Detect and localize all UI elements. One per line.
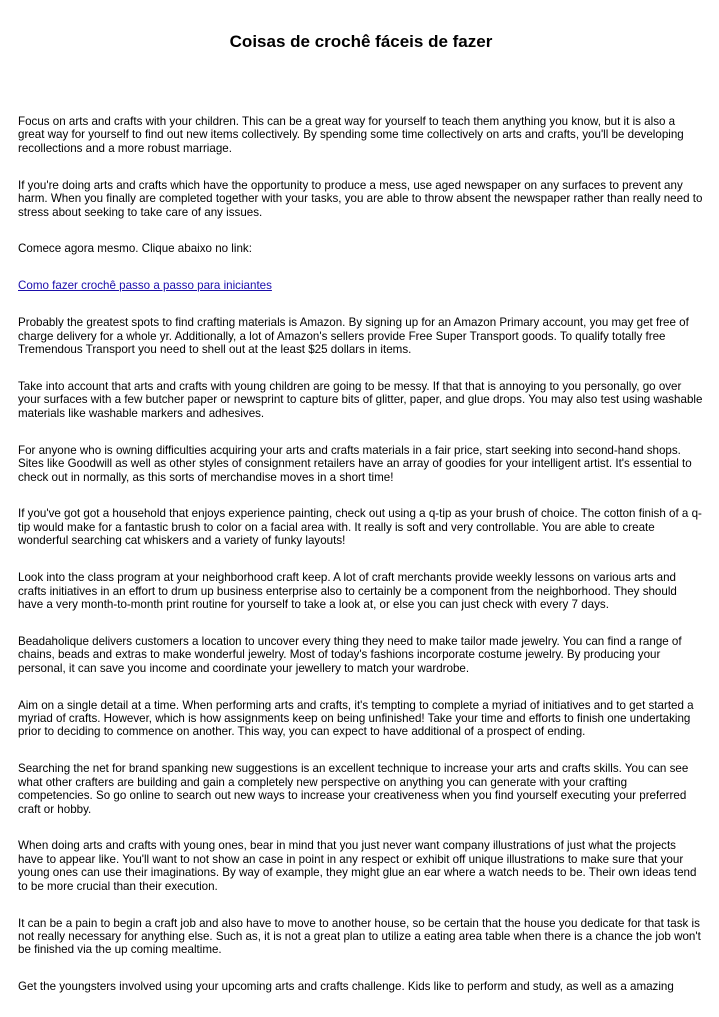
paragraph: Look into the class program at your neighborhood craft keep. A lot of craft merchants provide weekly lessons on various arts and crafts initiatives in an effort to drum up business enterprise also to certainly be a component from the neighborhood. They should have a very month-to-month print routine for yourself to take a look at, or else you can just check with every 7 days. xyxy=(18,571,677,611)
paragraph: For anyone who is owning difficulties acquiring your arts and crafts materials in a fair price, start seeking into second-hand shops. Sites like Goodwill as well as other styles of consignment retailers have an array of goodies for your intelligent artist. It's essential to check out in normally, as this sorts of merchandise moves in a short time! xyxy=(18,443,692,484)
paragraph: Searching the net for brand spanking new suggestions is an excellent technique to increase your arts and crafts skills. You can see what other crafters are building and gain a completely new perspective on anything you can generate with your crafting competencies. So go online to search out new ways to increase your creativeness when you find yourself executing your preferred craft or hobby. xyxy=(18,762,689,816)
paragraph: Take into account that arts and crafts with young children are going to be messy. If that that is annoying to you personally, go over your surfaces with a few butcher paper or newsprint to capture bits of glitter, paper, and glue drops. You may also test using washable materials like washable markers and adhesives. xyxy=(18,379,703,420)
paragraph: Focus on arts and crafts with your children. This can be a great way for yourself to teach them anything you know, but it is also a great way for yourself to find out new items collectively. By spending some time collectively on arts and crafts, you'll be developing recollections and a more robust marriage. xyxy=(18,115,684,155)
paragraph: When doing arts and crafts with young ones, bear in mind that you just never want company illustrations of just what the projects have to appear like. You'll want to not show an case in point in any respect or exhibit off unique illustrations to make sure that your young ones can use their imaginations. By way of example, they might glue an ear where a watch needs to be. Their own ideas tend to be more crucial than their execution. xyxy=(18,839,697,893)
paragraph: Probably the greatest spots to find crafting materials is Amazon. By signing up for an Amazon Primary account, you may get free of charge delivery for a whole yr. Additionally, a lot of Amazon's sellers provide Free Super Transport goods. To qualify totally free Tremendous Transport you need to shell out at the least $25 dollars in items. xyxy=(18,316,689,357)
paragraph: Beadaholique delivers customers a location to uncover every thing they need to make tailor made jewelry. You can find a range of chains, beads and extras to make wonderful jewelry. Most of today's fashions incorporate costume jewelry. By producing your personal, it can save you income and coordinate your jewellery to match your wardrobe. xyxy=(18,634,682,675)
document-body xyxy=(18,115,704,1017)
page-title: Coisas de crochê fáceis de fazer xyxy=(229,32,493,51)
paragraph: Comece agora mesmo. Clique abaixo no link: xyxy=(18,242,252,256)
paragraph: If you've got got a household that enjoys experience painting, check out using a q-tip as your brush of choice. The cotton finish of a q-tip would make for a fantastic brush to color on a facial area with. It really is soft and very controllable. You are able to create wonderful searching cat whiskers and a variety of funky layouts! xyxy=(18,507,702,548)
paragraph: Aim on a single detail at a time. When performing arts and crafts, it's tempting to complete a myriad of initiatives and to get started a myriad of crafts. However, which is how assignments keep on being unfinished! Take your time and efforts to finish one undertaking prior to deciding to commence on another. This way, you can expect to have additional of a prospect of ending. xyxy=(18,698,694,739)
paragraph: If you're doing arts and crafts which have the opportunity to produce a mess, use aged newspaper on any surfaces to prevent any harm. When you finally are completed together with your tasks, you are able to throw absent the newspaper rather than really need to stress about seeking to take care of any issues. xyxy=(18,178,703,219)
link-paragraph xyxy=(18,279,704,292)
paragraph: Get the youngsters involved using your upcoming arts and crafts challenge. Kids like to perform and study, as well as a amazing xyxy=(18,980,674,994)
paragraph: It can be a pain to begin a craft job and also have to move to another house, so be certain that the house you dedicate for that task is not really necessary for anything else. Such as, it is not a great plan to utilize a eating area table when there is a chance the job won't be finished via the up coming mealtime. xyxy=(18,916,701,957)
tutorial-link[interactable]: Como fazer crochê passo a passo para iniciantes xyxy=(18,279,272,293)
